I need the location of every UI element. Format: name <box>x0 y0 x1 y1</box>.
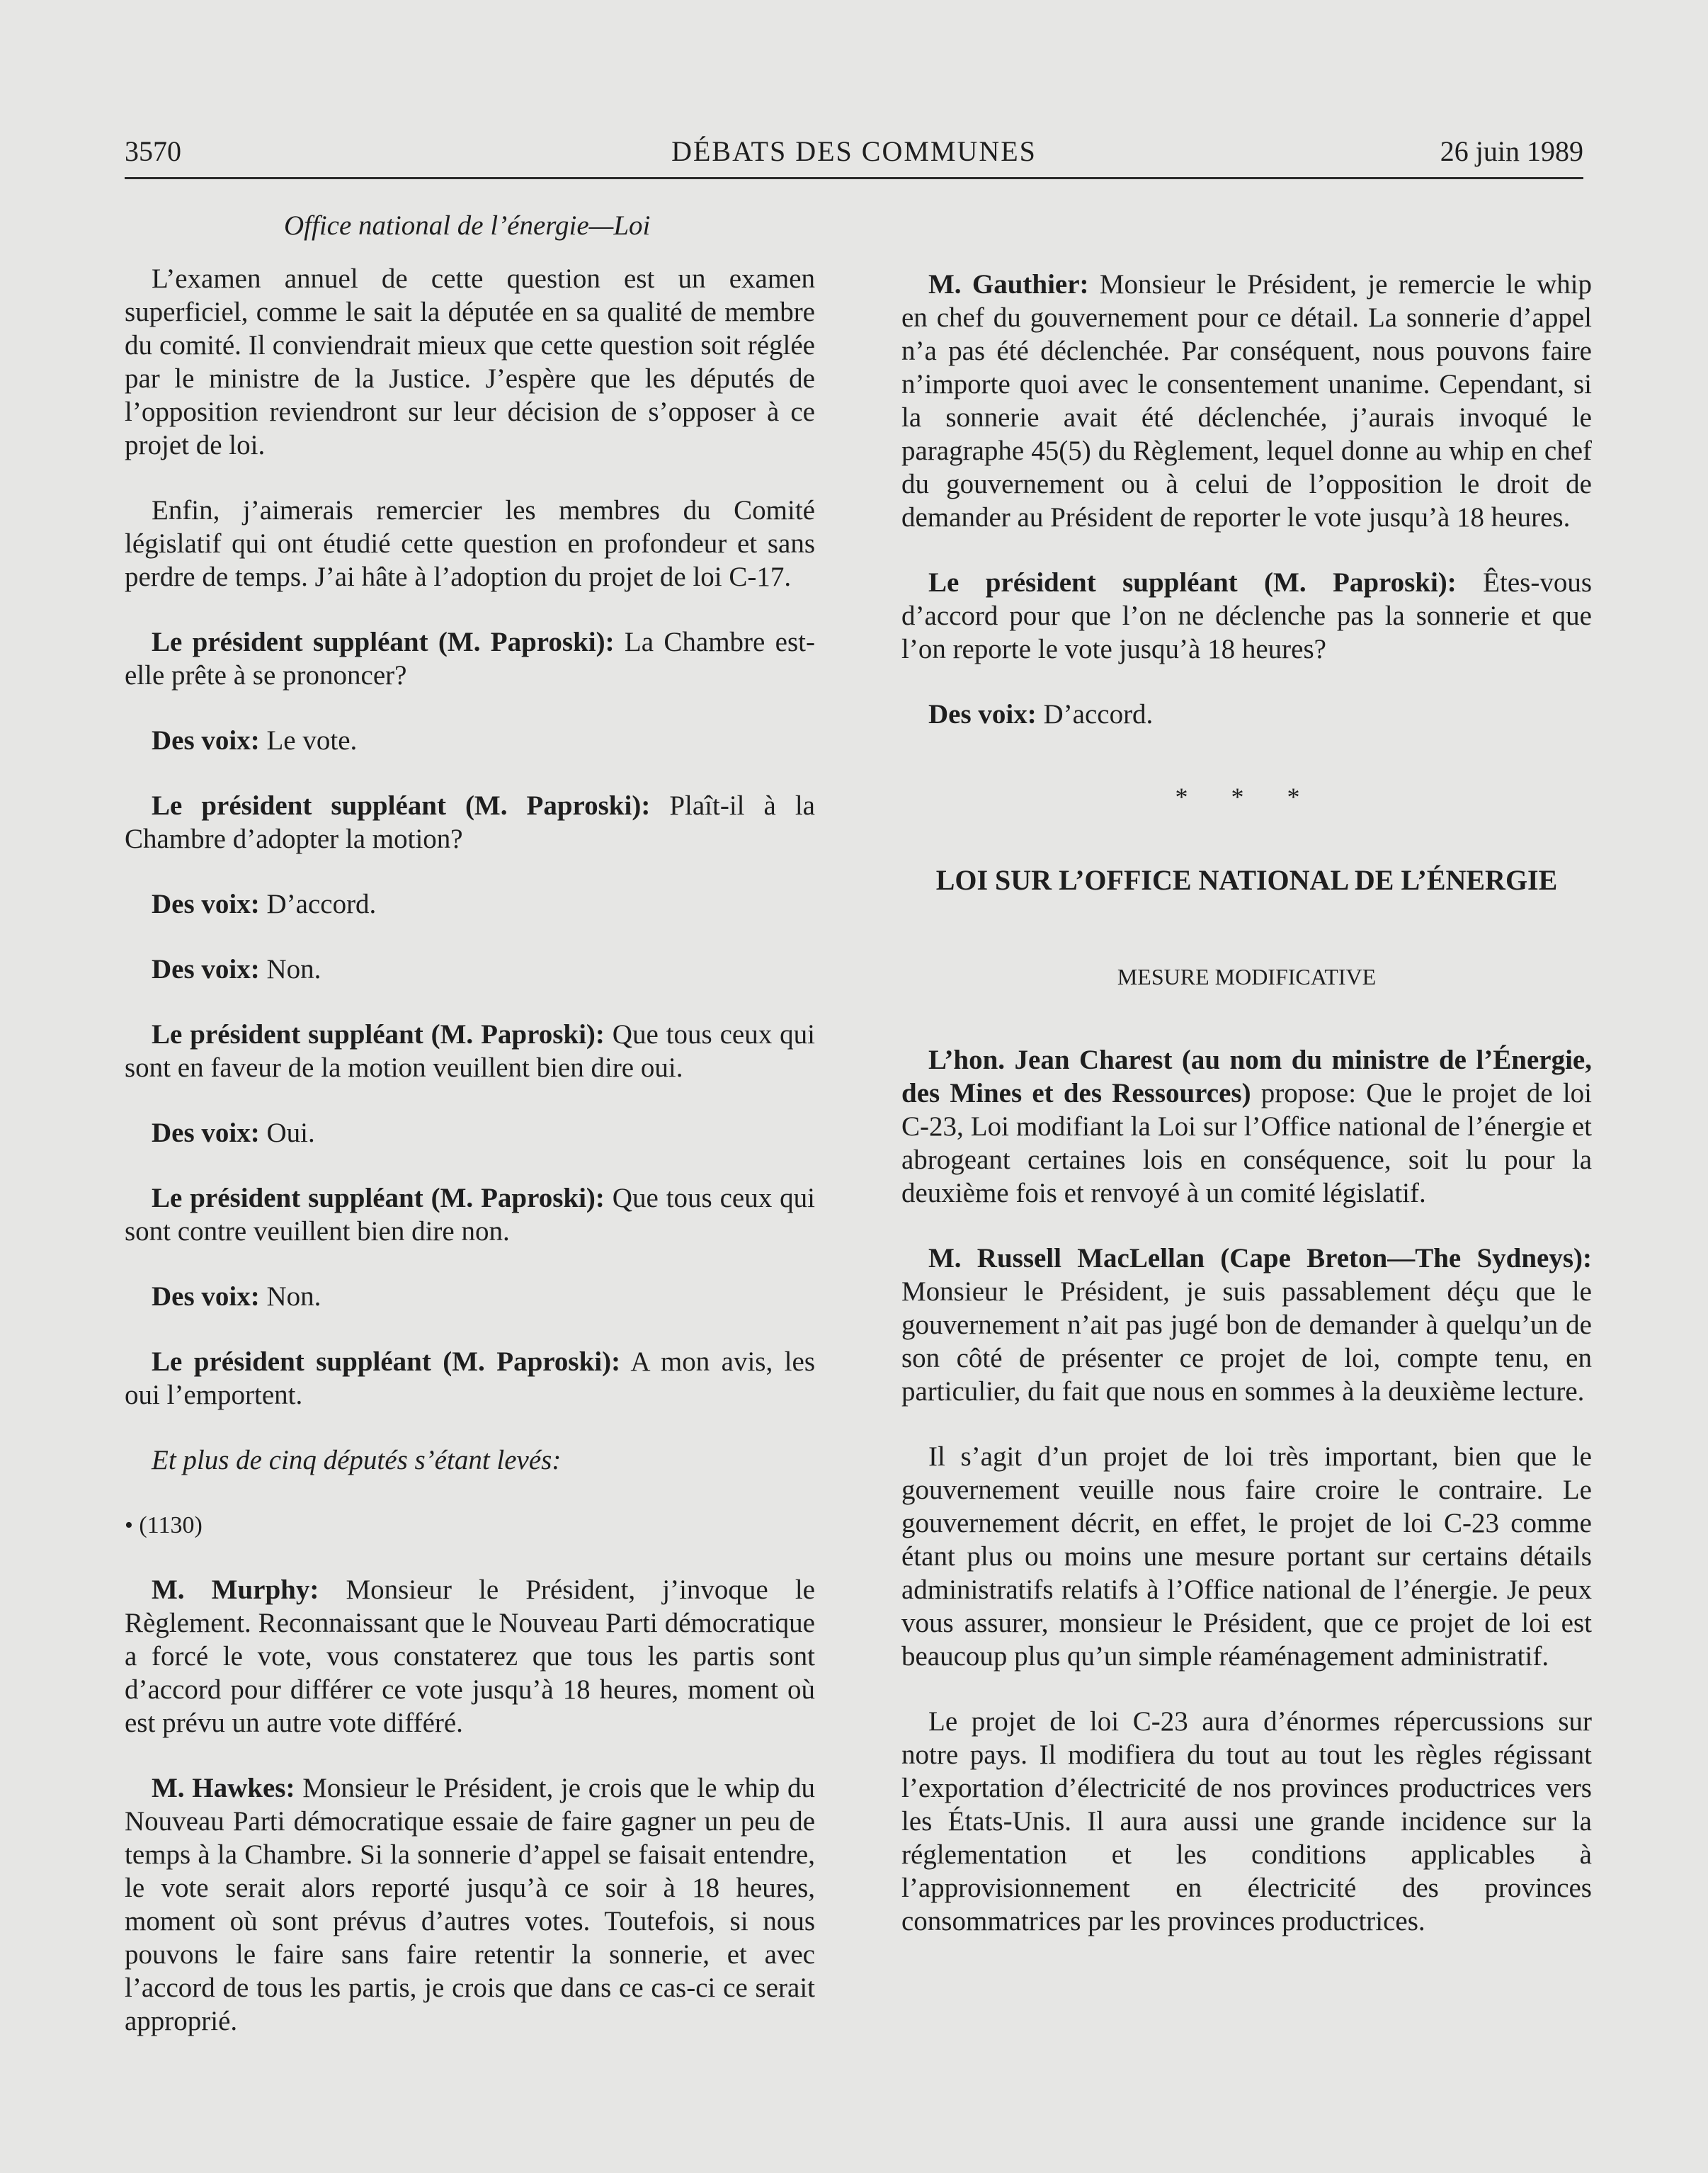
publication-title: DÉBATS DES COMMUNES <box>671 135 1037 167</box>
speech-text: Monsieur le Président, je crois que le whip du Nouveau Parti démocratique essaie de faire gagner un peu de temps à la Chambre. Si la sonnerie d’appel se faisait entendre, le vote serait alors reporté jusqu’à ce soir à 18 heures, moment où sont prévus d’autres votes. Toutefois, si nous pouvons le faire sans faire retentir la sonnerie, et avec l’accord de tous les partis, je crois que dans ce cas-ci ce serait approprié. <box>125 1773 815 2036</box>
speech-text: propose: Que le projet de loi C-23, Loi modifiant la Loi sur l’Office national de l’énergie et abrogeant certaines lois en conséquence, soit lu pour la deuxième fois et renvoyé à un comité législatif. <box>901 1078 1592 1208</box>
section-title: LOI SUR L’OFFICE NATIONAL DE L’ÉNERGIE <box>935 864 1558 896</box>
section-separator: * * * <box>1175 783 1319 811</box>
speech-text: Que tous ceux qui sont contre veuillent bien dire non. <box>125 1183 815 1247</box>
speech <box>125 1771 815 2038</box>
speech <box>125 1573 815 1740</box>
speech <box>125 1181 815 1248</box>
speech <box>125 625 815 692</box>
speech <box>901 268 1592 534</box>
speaker-name: Le président suppléant (M. Paproski): <box>928 567 1457 598</box>
speech <box>901 566 1592 666</box>
paragraph: Il s’agit d’un projet de loi très important, bien que le gouvernement veuille nous faire croire le contraire. Le gouvernement décrit, en effet, le projet de loi C-23 comme étant plus ou moins une mesure portant sur certains détails administratifs relatifs à l’Office national de l’énergie. Je peux vous assurer, monsieur le Président, que ce projet de loi est beaucoup plus qu’un simple réaménagement administratif. <box>901 1441 1592 1672</box>
procedural-note: Et plus de cinq députés s’étant levés: <box>152 1445 562 1475</box>
speech-text: Non. <box>259 1281 321 1312</box>
speech-text: La Chambre est-elle prête à se prononcer? <box>125 627 815 691</box>
time-marker: • (1130) <box>125 1512 203 1538</box>
speaker-name: Le président suppléant (M. Paproski): <box>152 1183 605 1213</box>
speaker-name: Des voix: <box>928 699 1037 730</box>
speech <box>901 1043 1592 1210</box>
publication-date: 26 juin 1989 <box>1440 135 1583 167</box>
speech-text: Monsieur le Président, je suis passablement déçu que le gouvernement n’ait pas jugé bon de demander à quelqu’un de son côté de présenter ce projet de loi, compte tenu, en particulier, du fait que nous en sommes à la deuxième lecture. <box>901 1276 1592 1407</box>
speaker-name: Des voix: <box>152 1118 260 1148</box>
speech <box>125 1345 815 1412</box>
speech-text: Que tous ceux qui sont en faveur de la motion veuillent bien dire oui. <box>125 1019 815 1083</box>
speech-text: D’accord. <box>259 889 377 919</box>
speech-text: Le vote. <box>259 725 358 756</box>
section-subtitle: MESURE MODIFICATIVE <box>1117 964 1377 989</box>
speaker-name: M. Gauthier: <box>928 269 1089 300</box>
speech <box>125 1116 815 1150</box>
speech <box>125 887 815 921</box>
speaker-name: Des voix: <box>152 954 260 985</box>
speaker-name: Des voix: <box>152 889 260 919</box>
speech <box>125 1018 815 1084</box>
speech-text: Monsieur le Président, j’invoque le Règlement. Reconnaissant que le Nouveau Parti démocratique a forcé le vote, vous constaterez que tous les partis sont d’accord pour différer ce vote jusqu’à 18 heures, moment où est prévu un autre vote différé. <box>125 1575 815 1738</box>
speech-text: A mon avis, les oui l’emportent. <box>125 1346 815 1410</box>
speech <box>125 1280 815 1313</box>
speaker-name: Le président suppléant (M. Paproski): <box>152 627 615 657</box>
speaker-name: L’hon. Jean Charest (au nom du ministre de l’Énergie, des Mines et des Ressources) <box>901 1045 1592 1108</box>
paragraph: Enfin, j’aimerais remercier les membres du Comité législatif qui ont étudié cette question en profondeur et sans perdre de temps. J’ai hâte à l’adoption du projet de loi C-17. <box>125 495 815 592</box>
speech <box>125 789 815 856</box>
speech-text: Plaît-il à la Chambre d’adopter la motion? <box>125 790 815 854</box>
speech-text: Monsieur le Président, je remercie le whip en chef du gouvernement pour ce détail. La sonnerie d’appel n’a pas été déclenchée. Par conséquent, nous pouvons faire n’importe quoi avec le consentement unanime. Cependant, si la sonnerie avait été déclenchée, j’aurais invoqué le paragraphe 45(5) du Règlement, lequel donne au whip en chef du gouvernement ou à celui de l’opposition le droit de demander au Président de reporter le vote jusqu’à 18 heures. <box>901 269 1592 533</box>
speaker-name: Des voix: <box>152 725 260 756</box>
running-subheading: Office national de l’énergie—Loi <box>284 210 651 241</box>
speech <box>901 1242 1592 1408</box>
speaker-name: M. Hawkes: <box>152 1773 295 1803</box>
speech-text: D’accord. <box>1036 699 1154 730</box>
speech <box>125 953 815 986</box>
paragraph: Le projet de loi C-23 aura d’énormes répercussions sur notre pays. Il modifiera du tout au tout les règles régissant l’exportation d’électricité de nos provinces productrices vers les États-Unis. Il aura aussi une grande incidence sur la réglementation et les conditions applicables à l’approvisionnement en électricité des provinces consommatrices par les provinces productrices. <box>901 1706 1592 1936</box>
right-column <box>901 268 1592 1970</box>
speaker-name: M. Russell MacLellan (Cape Breton—The Sydneys): <box>928 1243 1592 1273</box>
page-number: 3570 <box>125 135 181 167</box>
page-header <box>125 135 1583 179</box>
speech <box>125 724 815 757</box>
speech-text: Non. <box>259 954 321 985</box>
speaker-name: Le président suppléant (M. Paproski): <box>152 1019 605 1050</box>
speaker-name: Le président suppléant (M. Paproski): <box>152 790 651 821</box>
speech <box>901 698 1592 731</box>
speech-text: Êtes-vous d’accord pour que l’on ne déclenche pas la sonnerie et que l’on reporte le vote jusqu’à 18 heures? <box>901 567 1592 664</box>
speaker-name: Le président suppléant (M. Paproski): <box>152 1346 621 1377</box>
paragraph: L’examen annuel de cette question est un examen superficiel, comme le sait la députée en sa qualité de membre du comité. Il conviendrait mieux que cette question soit réglée par le ministre de la Justice. J’espère que les députés de l’opposition reviendront sur leur décision de s’opposer à ce projet de loi. <box>125 263 815 460</box>
speaker-name: Des voix: <box>152 1281 260 1312</box>
left-column <box>125 209 815 2070</box>
speech-text: Oui. <box>259 1118 315 1148</box>
speaker-name: M. Murphy: <box>152 1575 319 1605</box>
